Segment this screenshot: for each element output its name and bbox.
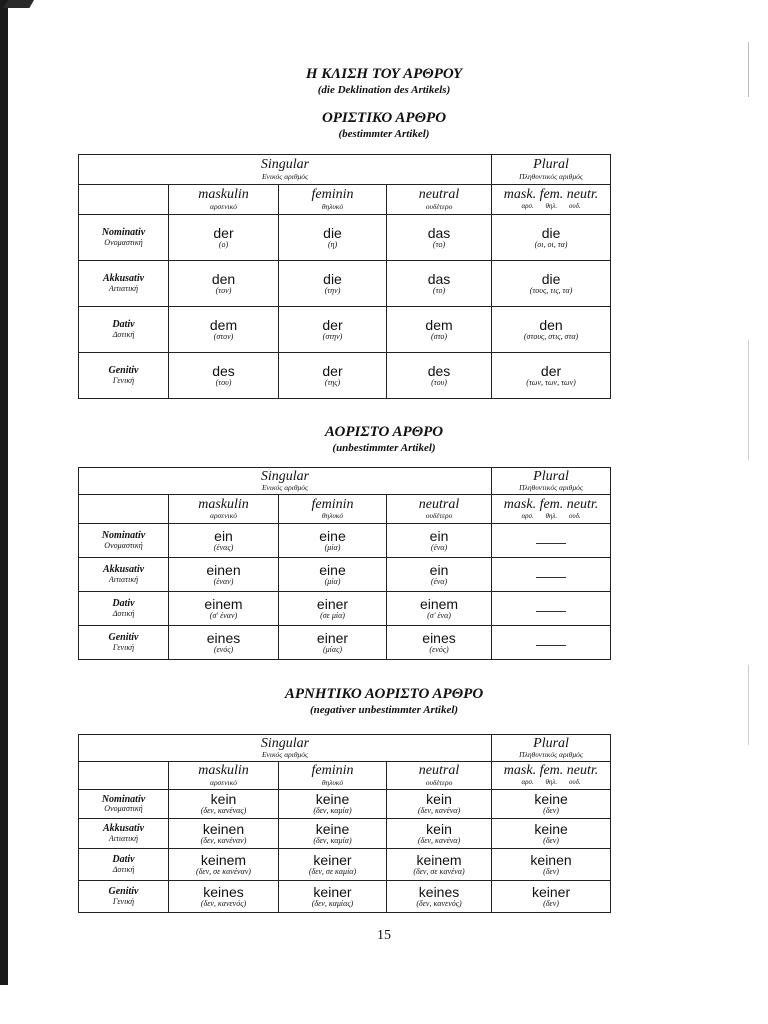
cell-text: Ενικός αριθμός <box>261 171 309 181</box>
cell-text: Akkusativ <box>102 273 145 285</box>
cell-text: (δεν) <box>543 835 559 845</box>
cell-text: Plural <box>533 468 569 484</box>
cell-text: eines <box>422 629 456 646</box>
cell-text: (δεν, καμίας) <box>311 898 354 908</box>
cell-text: (έναν) <box>213 576 234 586</box>
cell-text: kein <box>426 791 452 808</box>
cell-text: (στην) <box>322 331 343 341</box>
cell-text: dem <box>425 316 453 333</box>
form-cell <box>279 524 387 558</box>
cell-text: αρσενικό <box>210 511 237 521</box>
cell-text: keine <box>534 820 568 837</box>
cell-text: (της) <box>324 377 341 387</box>
cell-text: keinen <box>202 820 245 837</box>
form-cell <box>492 849 611 881</box>
cell-text: keine <box>534 791 568 808</box>
cell-text: Singular <box>260 468 310 484</box>
form-cell <box>279 353 387 399</box>
cell-text: keinem <box>416 851 462 868</box>
cell-text: (μία) <box>324 542 341 552</box>
form-cell <box>279 261 387 307</box>
cell-text: der <box>322 362 343 379</box>
cell-text: Γενική <box>112 375 135 385</box>
cell-text: (τους, τις, τα) <box>529 285 573 295</box>
cell-text: (δεν) <box>543 806 559 816</box>
cell-text: mask. fem. neutr. <box>503 763 599 779</box>
cell-text: feminin <box>311 496 354 512</box>
cell-text: des <box>427 362 451 379</box>
empty-plural-cell <box>492 626 611 660</box>
cell-text: Plural <box>533 157 569 173</box>
cell-text: den <box>211 270 236 287</box>
cell-text: (δεν) <box>543 866 559 876</box>
cell-text: (δεν, κανένας) <box>200 806 247 816</box>
form-cell <box>169 524 279 558</box>
cell-text: ουδέτερο <box>425 511 453 521</box>
cell-text: die <box>323 270 342 287</box>
singular-header <box>79 735 492 762</box>
cell-text: einen <box>206 561 241 578</box>
cell-text: Αιτιατική <box>108 574 139 584</box>
gender-header-plural <box>492 762 611 790</box>
cell-text: Singular <box>260 157 310 173</box>
cell-text: keiner <box>313 883 352 900</box>
cell-text: Plural <box>533 735 569 751</box>
form-cell <box>169 353 279 399</box>
gender-header-neutral <box>387 762 492 790</box>
cell-text: die <box>541 224 561 241</box>
indefinite-article-table <box>78 467 611 660</box>
cell-text: neutral <box>418 496 460 512</box>
form-cell <box>169 819 279 849</box>
cell-text: (δεν, κανένα) <box>417 835 461 845</box>
cell-text: Γενική <box>112 896 135 906</box>
section-title: ΑΟΡΙΣΤΟ ΑΡΘΡΟ <box>324 424 444 440</box>
cell-text: (δεν, σε καμία) <box>308 866 357 876</box>
corner-cell <box>79 185 169 215</box>
form-cell <box>492 261 611 307</box>
form-cell <box>387 849 492 881</box>
form-cell <box>387 819 492 849</box>
cell-text: θηλυκό <box>321 511 344 521</box>
table-row <box>79 524 611 558</box>
cell-text: Δοτική <box>112 329 135 339</box>
form-cell <box>169 849 279 881</box>
page-title: Η ΚΛΙΣΗ ΤΟΥ ΑΡΘΡΟΥ <box>305 66 463 82</box>
case-cell <box>79 215 169 261</box>
cell-text: Ονομαστική <box>104 237 143 247</box>
gender-header-plural <box>492 185 611 215</box>
empty-plural-cell <box>492 524 611 558</box>
cell-text: Akkusativ <box>102 823 145 835</box>
cell-text: kein <box>426 820 452 837</box>
cell-text: (το) <box>432 239 446 249</box>
singular-header <box>79 468 492 495</box>
form-cell <box>387 626 492 660</box>
table-row <box>79 819 611 849</box>
case-cell <box>79 558 169 592</box>
form-cell <box>387 524 492 558</box>
corner-cell <box>79 495 169 524</box>
cell-text: (δεν, καμία) <box>313 835 352 845</box>
cell-text: ein <box>429 527 449 544</box>
cell-text: (δεν, κανέναν) <box>200 835 247 845</box>
cell-text: feminin <box>311 187 354 203</box>
case-cell <box>79 881 169 913</box>
cell-text: (μίας) <box>322 644 342 654</box>
cell-text: Nominativ <box>101 227 146 239</box>
cell-text: (μία) <box>324 576 341 586</box>
gender-header-maskulin <box>169 185 279 215</box>
case-cell <box>79 353 169 399</box>
singular-header <box>79 155 492 185</box>
cell-text: keinen <box>530 851 572 868</box>
cell-text: das <box>427 224 451 241</box>
form-cell <box>279 558 387 592</box>
cell-text: Αιτιατική <box>108 833 139 843</box>
table-row <box>79 592 611 626</box>
page-subtitle: (die Deklination des Artikels) <box>317 84 451 96</box>
form-cell <box>169 592 279 626</box>
cell-text: (ενός) <box>213 644 234 654</box>
cell-text: der <box>540 362 562 379</box>
cell-text: (οι, οι, τα) <box>534 239 568 249</box>
plural-header <box>492 155 611 185</box>
cell-text: ein <box>429 561 449 578</box>
table-row <box>79 215 611 261</box>
form-cell <box>169 558 279 592</box>
cell-text: ουδέτερο <box>425 777 453 787</box>
cell-text: Nominativ <box>101 530 146 542</box>
cell-text: (σε μία) <box>320 610 345 620</box>
table-row <box>79 626 611 660</box>
cell-text: (το) <box>432 285 446 295</box>
form-cell <box>387 215 492 261</box>
plural-header <box>492 468 611 495</box>
case-cell <box>79 307 169 353</box>
corner-cell <box>79 762 169 790</box>
gender-header-feminin <box>279 762 387 790</box>
cell-text: der <box>213 224 234 241</box>
cell-text: keines <box>203 883 244 900</box>
cell-text: keiner <box>531 883 571 900</box>
cell-text: (των, των, των) <box>526 377 576 387</box>
section-subtitle: (bestimmter Artikel) <box>338 128 430 140</box>
page-number: 15 <box>377 928 391 943</box>
form-cell <box>387 558 492 592</box>
cell-text: mask. fem. neutr. <box>503 496 599 512</box>
cell-text: keine <box>315 820 350 837</box>
cell-text: maskulin <box>198 187 249 203</box>
form-cell <box>387 592 492 626</box>
form-cell <box>279 307 387 353</box>
empty-plural-cell <box>492 558 611 592</box>
cell-text: die <box>323 224 342 241</box>
case-cell <box>79 524 169 558</box>
empty-plural-cell <box>492 592 611 626</box>
cell-text: (δεν, σε κανένα) <box>413 866 465 876</box>
cell-text: αρσ. θηλ. ουδ. <box>521 778 581 787</box>
cell-text: Dativ <box>112 319 135 331</box>
cell-text: maskulin <box>198 496 249 512</box>
cell-text: αρσενικό <box>210 201 237 211</box>
case-cell <box>79 819 169 849</box>
definite-article-table <box>78 154 611 399</box>
cell-text: einer <box>316 595 349 612</box>
cell-text: (στον) <box>213 331 234 341</box>
cell-text: Πληθυντικός αριθμός <box>519 750 583 760</box>
dash-mark <box>536 611 566 612</box>
form-cell <box>279 790 387 819</box>
form-cell <box>169 790 279 819</box>
cell-text: eine <box>319 527 346 544</box>
cell-text: Πληθυντικός αριθμός <box>519 483 583 493</box>
case-cell <box>79 626 169 660</box>
cell-text: ein <box>214 527 233 544</box>
cell-text: einer <box>316 629 349 646</box>
cell-text: Akkusativ <box>102 564 145 576</box>
cell-text: (δεν, καμία) <box>313 806 352 816</box>
scan-left-edge <box>0 0 8 985</box>
form-cell <box>387 307 492 353</box>
section-subtitle: (unbestimmter Artikel) <box>332 442 436 454</box>
form-cell <box>492 215 611 261</box>
cell-text: Singular <box>260 735 310 751</box>
cell-text: (δεν) <box>543 898 559 908</box>
cell-text: Αιτιατική <box>108 283 139 293</box>
cell-text: (σ' ένα) <box>427 610 451 620</box>
cell-text: (ένα) <box>430 576 448 586</box>
cell-text: (δεν, κανενός) <box>416 898 462 908</box>
cell-text: eines <box>206 629 241 646</box>
form-cell <box>169 261 279 307</box>
cell-text: kein <box>210 791 237 808</box>
scan-corner-mark <box>3 0 34 8</box>
cell-text: die <box>541 270 561 287</box>
section-title: ΟΡΙΣΤΙΚΟ ΑΡΘΡΟ <box>321 110 447 126</box>
form-cell <box>279 849 387 881</box>
case-cell <box>79 261 169 307</box>
form-cell <box>279 215 387 261</box>
cell-text: (ενός) <box>429 644 449 654</box>
gender-header-feminin <box>279 185 387 215</box>
case-cell <box>79 790 169 819</box>
gender-header-feminin <box>279 495 387 524</box>
cell-text: αρσ. θηλ. ουδ. <box>521 511 581 520</box>
gender-header-maskulin <box>169 762 279 790</box>
form-cell <box>492 819 611 849</box>
form-cell <box>387 790 492 819</box>
cell-text: Dativ <box>112 854 135 866</box>
case-cell <box>79 592 169 626</box>
table-row <box>79 558 611 592</box>
gender-header-maskulin <box>169 495 279 524</box>
form-cell <box>169 307 279 353</box>
plural-header <box>492 735 611 762</box>
cell-text: (σ' έναν) <box>209 610 238 620</box>
section-subtitle: (negativer unbestimmter Artikel) <box>309 704 459 716</box>
cell-text: Genitiv <box>108 886 139 898</box>
cell-text: (δεν, κανενός) <box>200 898 247 908</box>
table-row <box>79 881 611 913</box>
cell-text: einem <box>419 595 459 612</box>
cell-text: Γενική <box>112 642 135 652</box>
section-title: ΑΡΝΗΤΙΚΟ ΑΟΡΙΣΤΟ ΑΡΘΡΟ <box>284 686 484 702</box>
cell-text: θηλυκό <box>321 201 344 211</box>
cell-text: (την) <box>324 285 341 295</box>
cell-text: Δοτική <box>112 608 135 618</box>
cell-text: Genitiv <box>108 365 139 377</box>
cell-text: keines <box>418 883 460 900</box>
cell-text: Nominativ <box>101 793 146 805</box>
form-cell <box>387 353 492 399</box>
dash-mark <box>536 543 566 544</box>
cell-text: αρσ. θηλ. ουδ. <box>521 202 581 211</box>
cell-text: θηλυκό <box>321 777 344 787</box>
form-cell <box>279 592 387 626</box>
form-cell <box>492 307 611 353</box>
table-row <box>79 261 611 307</box>
gender-header-neutral <box>387 185 492 215</box>
cell-text: (ο) <box>218 239 229 249</box>
cell-text: des <box>212 362 235 379</box>
cell-text: maskulin <box>198 763 249 779</box>
cell-text: keinem <box>200 851 247 868</box>
cell-text: neutral <box>418 187 460 203</box>
gender-header-plural <box>492 495 611 524</box>
cell-text: αρσενικό <box>210 777 237 787</box>
form-cell <box>387 261 492 307</box>
cell-text: Πληθυντικός αριθμός <box>519 171 583 181</box>
form-cell <box>492 790 611 819</box>
form-cell <box>279 819 387 849</box>
cell-text: (η) <box>327 239 338 249</box>
cell-text: Genitiv <box>108 632 139 644</box>
cell-text: eine <box>319 561 346 578</box>
table-row <box>79 353 611 399</box>
cell-text: Ενικός αριθμός <box>261 483 309 493</box>
dash-mark <box>536 645 566 646</box>
cell-text: Ονομαστική <box>104 540 143 550</box>
cell-text: ουδέτερο <box>425 201 453 211</box>
cell-text: den <box>539 316 563 333</box>
form-cell <box>492 353 611 399</box>
form-cell <box>169 215 279 261</box>
cell-text: Dativ <box>112 598 135 610</box>
dash-mark <box>536 577 566 578</box>
cell-text: (ένας) <box>213 542 234 552</box>
cell-text: das <box>427 270 451 287</box>
form-cell <box>169 881 279 913</box>
cell-text: neutral <box>418 763 460 779</box>
cell-text: Ονομαστική <box>104 804 143 814</box>
cell-text: (στους, στις, στα) <box>523 331 579 341</box>
cell-text: der <box>322 316 343 333</box>
cell-text: (του) <box>215 377 232 387</box>
table-row <box>79 790 611 819</box>
cell-text: (δεν, κανένα) <box>417 806 461 816</box>
cell-text: dem <box>209 316 238 333</box>
cell-text: (ένα) <box>430 542 448 552</box>
cell-text: Δοτική <box>112 864 135 874</box>
cell-text: Ενικός αριθμός <box>261 750 309 760</box>
form-cell <box>169 626 279 660</box>
cell-text: einem <box>204 595 243 612</box>
form-cell <box>492 881 611 913</box>
cell-text: mask. fem. neutr. <box>503 187 599 203</box>
cell-text: keiner <box>313 851 352 868</box>
form-cell <box>279 626 387 660</box>
form-cell <box>387 881 492 913</box>
cell-text: (του) <box>431 377 447 387</box>
table-row <box>79 849 611 881</box>
cell-text: (δεν, σε κανέναν) <box>196 866 251 876</box>
table-row <box>79 307 611 353</box>
form-cell <box>279 881 387 913</box>
gender-header-neutral <box>387 495 492 524</box>
cell-text: (στο) <box>430 331 448 341</box>
negative-article-table <box>78 734 611 913</box>
cell-text: feminin <box>311 763 354 779</box>
case-cell <box>79 849 169 881</box>
cell-text: keine <box>315 791 350 808</box>
cell-text: (τον) <box>215 285 232 295</box>
